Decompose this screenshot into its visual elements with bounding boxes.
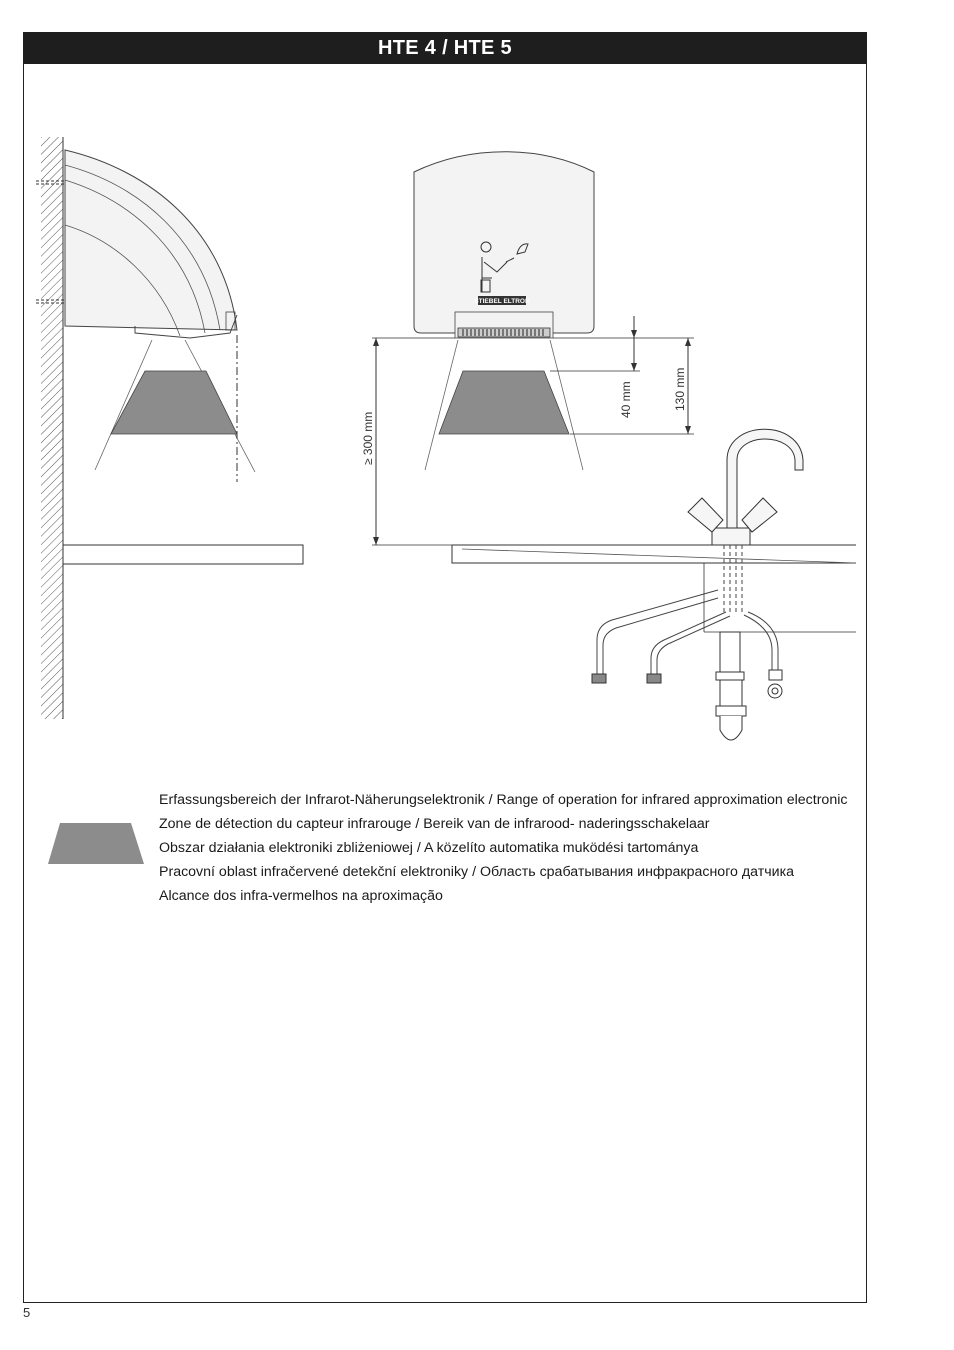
- legend-line: Alcance dos infra-vermelhos na aproximação: [159, 888, 443, 904]
- washbasin-side: [63, 545, 303, 564]
- legend-text: [159, 788, 869, 908]
- washbasin-front: [452, 545, 856, 563]
- page-number: 5: [23, 1305, 31, 1320]
- dimension-130mm: 130 mm: [673, 367, 687, 411]
- faucet: [688, 429, 803, 545]
- detection-zone-front: [439, 371, 569, 434]
- legend-line: Obszar działania elektroniki zbliżeniowej / A közelíto automatika muködési tartománya: [159, 840, 699, 856]
- legend-line: Zone de détection du capteur infrarouge / Bereik van de infrarood- naderingsschakelaar: [159, 816, 710, 832]
- side-view: [36, 137, 303, 719]
- dryer-side-profile: [65, 150, 237, 330]
- brand-logo-text: STIEBEL ELTRON: [474, 298, 530, 305]
- front-view: [361, 152, 856, 740]
- legend-line: Erfassungsbereich der Infrarot-Näherungselektronik / Range of operation for infrared approximation electronic: [159, 792, 848, 808]
- dimension-min-height: ≥ 300 mm: [361, 411, 375, 465]
- drain-trap: [716, 632, 746, 740]
- detection-zone-side: [111, 371, 237, 434]
- dryer-front-body: [414, 152, 594, 333]
- dimension-40mm: 40 mm: [619, 381, 633, 418]
- supply-pipes: [597, 545, 778, 675]
- page-title: HTE 4 / HTE 5: [23, 32, 867, 64]
- legend-line: Pracovní oblast infračervené detekční elektroniky / Область срабатывания инфракрасного датчика: [159, 864, 794, 880]
- sensor-strip: [458, 328, 550, 337]
- wall-hatch: [41, 137, 63, 719]
- legend-detection-zone-swatch: [46, 822, 146, 866]
